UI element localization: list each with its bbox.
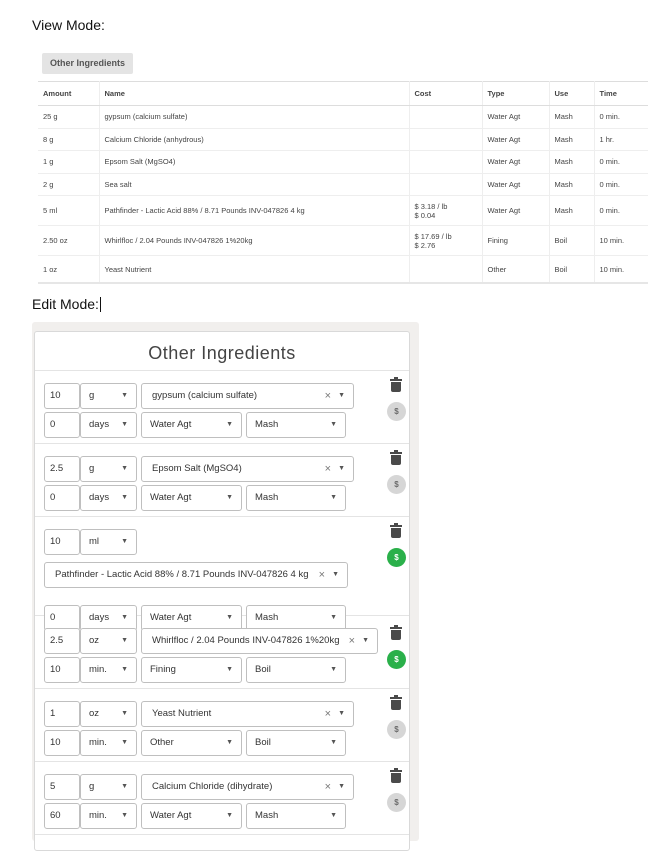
cell-cost	[409, 196, 482, 226]
amount-input[interactable]	[44, 456, 80, 482]
edit-rows	[35, 371, 409, 835]
trash-bin	[391, 455, 401, 465]
unit-select[interactable]	[80, 774, 137, 800]
caret-down-icon: ▼	[121, 614, 128, 621]
caret-down-icon: ▼	[338, 783, 345, 790]
cell-time: 10 min.	[594, 256, 648, 283]
ingredient-row	[35, 371, 409, 444]
use-select[interactable]	[246, 730, 346, 756]
caret-down-icon: ▼	[121, 783, 128, 790]
cell-cost	[409, 256, 482, 283]
trash-lid	[390, 627, 402, 629]
caret-down-icon: ▼	[330, 812, 337, 819]
cell-use: Mash	[549, 196, 594, 226]
type-select-value: Water Agt	[150, 492, 192, 503]
caret-down-icon: ▼	[121, 392, 128, 399]
cell-cost	[409, 151, 482, 174]
cell-name[interactable]: Epsom Salt (MgSO4)	[99, 151, 409, 174]
clear-x-icon[interactable]: ×	[318, 569, 325, 581]
unit-select-value: g	[89, 781, 95, 792]
amount-input-value: 10	[50, 536, 61, 547]
time-unit-select-value: days	[89, 419, 110, 430]
amount-input[interactable]	[44, 774, 80, 800]
unit-select-value: g	[89, 390, 95, 401]
caret-down-icon: ▼	[121, 739, 128, 746]
type-select-value: Other	[150, 737, 174, 748]
time-unit-select-value: min.	[89, 737, 107, 748]
cell-cost	[409, 173, 482, 196]
use-select[interactable]	[246, 657, 346, 683]
caret-down-icon: ▼	[121, 710, 128, 717]
caret-down-icon: ▼	[121, 421, 128, 428]
caret-down-icon: ▼	[330, 614, 337, 621]
cell-amount: 2 g	[38, 173, 99, 196]
cell-type: Water Agt	[482, 173, 549, 196]
ingredient-select-value: Yeast Nutrient	[152, 708, 212, 719]
caret-down-icon: ▼	[338, 392, 345, 399]
type-select-value: Fining	[150, 664, 176, 675]
clear-x-icon[interactable]: ×	[324, 390, 331, 402]
caret-down-icon: ▼	[226, 739, 233, 746]
caret-down-icon: ▼	[338, 465, 345, 472]
cell-name[interactable]: Pathfinder - Lactic Acid 88% / 8.71 Pounds INV-047826 4 kg	[99, 196, 409, 226]
use-select-value: Boil	[255, 737, 271, 748]
type-select[interactable]	[141, 485, 242, 511]
trash-lid	[390, 525, 402, 527]
cell-amount: 1 oz	[38, 256, 99, 283]
use-select-value: Mash	[255, 419, 279, 430]
ingredient-select[interactable]	[141, 774, 354, 800]
edit-card-title: Other Ingredients	[35, 332, 409, 371]
table-row	[38, 151, 648, 174]
ingredient-select[interactable]	[141, 628, 378, 654]
time-unit-select[interactable]	[80, 803, 137, 829]
use-select-value: Mash	[255, 810, 279, 821]
ingredient-select-value: Calcium Chloride (dihydrate)	[152, 781, 273, 792]
cell-use: Mash	[549, 173, 594, 196]
trash-lid	[390, 770, 402, 772]
time-input-value: 60	[50, 810, 61, 821]
col-use: Use	[549, 82, 594, 106]
ingredient-row	[35, 444, 409, 517]
edit-card	[34, 331, 410, 851]
use-select-value: Mash	[255, 492, 279, 503]
other-ingredients-tab[interactable]: Other Ingredients	[42, 53, 133, 74]
use-select[interactable]	[246, 803, 346, 829]
type-select[interactable]	[141, 803, 242, 829]
use-select[interactable]	[246, 412, 346, 438]
clear-x-icon[interactable]: ×	[348, 635, 355, 647]
dollar-icon[interactable]: $	[387, 650, 406, 669]
trash-icon[interactable]	[390, 524, 402, 538]
cell-use: Mash	[549, 106, 594, 129]
ingredient-select[interactable]	[141, 383, 354, 409]
cell-amount: 2.50 oz	[38, 226, 99, 256]
time-input[interactable]	[44, 485, 80, 511]
caret-down-icon: ▼	[121, 465, 128, 472]
trash-lid	[390, 452, 402, 454]
amount-input[interactable]	[44, 383, 80, 409]
time-unit-select-value: min.	[89, 810, 107, 821]
ingredient-row	[35, 517, 409, 623]
clear-x-icon[interactable]: ×	[324, 708, 331, 720]
cell-type: Water Agt	[482, 196, 549, 226]
trash-bin	[391, 773, 401, 783]
time-unit-select[interactable]	[80, 485, 137, 511]
use-select-value: Boil	[255, 664, 271, 675]
text-cursor	[100, 297, 101, 312]
ingredient-row	[35, 762, 409, 835]
type-select-value: Water Agt	[150, 810, 192, 821]
time-input-value: 0	[50, 419, 56, 430]
cell-cost	[409, 226, 482, 256]
cell-time: 0 min.	[594, 106, 648, 129]
amount-input-value: 1	[50, 708, 56, 719]
amount-input-value: 2.5	[50, 635, 64, 646]
cell-name[interactable]: Yeast Nutrient	[99, 256, 409, 283]
ingredient-row	[35, 689, 409, 762]
cell-amount: 1 g	[38, 151, 99, 174]
cost-per-unit: $ 17.69 / lb	[414, 231, 452, 241]
cell-time: 0 min.	[594, 151, 648, 174]
unit-select[interactable]	[80, 529, 137, 555]
unit-select-value: g	[89, 463, 95, 474]
table-body	[38, 106, 648, 283]
caret-down-icon: ▼	[121, 637, 128, 644]
caret-down-icon: ▼	[121, 538, 128, 545]
view-mode-label: View Mode:	[32, 17, 105, 33]
amount-input[interactable]	[44, 628, 80, 654]
time-input[interactable]	[44, 730, 80, 756]
edit-mode-label	[32, 296, 101, 312]
cell-time: 0 min.	[594, 196, 648, 226]
cell-type: Water Agt	[482, 128, 549, 151]
clear-x-icon[interactable]: ×	[324, 781, 331, 793]
time-unit-select-value: days	[89, 492, 110, 503]
ingredient-select[interactable]	[141, 701, 354, 727]
cell-amount: 25 g	[38, 106, 99, 129]
dollar-icon[interactable]: $	[387, 548, 406, 567]
type-select[interactable]	[141, 730, 242, 756]
caret-down-icon: ▼	[226, 666, 233, 673]
time-unit-select-value: days	[89, 612, 110, 623]
caret-down-icon: ▼	[226, 494, 233, 501]
cell-use: Boil	[549, 226, 594, 256]
use-select-value: Mash	[255, 612, 279, 623]
ingredient-select-value: gypsum (calcium sulfate)	[152, 390, 258, 401]
caret-down-icon: ▼	[121, 812, 128, 819]
edit-panel	[32, 322, 419, 841]
cell-cost	[409, 128, 482, 151]
ingredient-select-value: Whirlfloc / 2.04 Pounds INV-047826 1%20kg	[152, 635, 340, 646]
caret-down-icon: ▼	[330, 739, 337, 746]
trash-bin	[391, 528, 401, 538]
clear-x-icon[interactable]: ×	[324, 463, 331, 475]
table-row	[38, 173, 648, 196]
edit-mode-text: Edit Mode:	[32, 296, 99, 312]
ingredient-row	[35, 616, 409, 689]
type-select[interactable]	[141, 412, 242, 438]
cell-name[interactable]: Sea salt	[99, 173, 409, 196]
cell-type: Fining	[482, 226, 549, 256]
col-time: Time	[594, 82, 648, 106]
unit-select-value: oz	[89, 708, 100, 719]
trash-icon[interactable]	[390, 451, 402, 465]
type-select-value: Water Agt	[150, 612, 192, 623]
ingredient-select-value: Pathfinder - Lactic Acid 88% / 8.71 Pounds INV-047826 4 kg	[55, 569, 309, 580]
table-header-row	[38, 82, 648, 106]
time-input[interactable]	[44, 657, 80, 683]
cell-amount: 8 g	[38, 128, 99, 151]
unit-select-value: ml	[89, 536, 100, 547]
unit-select[interactable]	[80, 383, 137, 409]
cell-name[interactable]: gypsum (calcium sulfate)	[99, 106, 409, 129]
trash-bin	[391, 630, 401, 640]
time-input-value: 0	[50, 492, 56, 503]
table-row	[38, 226, 648, 256]
cell-name[interactable]: Calcium Chloride (anhydrous)	[99, 128, 409, 151]
amount-input-value: 10	[50, 390, 61, 401]
cost-total: $ 0.04	[414, 210, 436, 220]
cost-total: $ 2.76	[414, 240, 436, 250]
other-ingredients-table	[38, 81, 648, 284]
cell-name[interactable]: Whirlfloc / 2.04 Pounds INV-047826 1%20kg	[99, 226, 409, 256]
use-select[interactable]	[246, 485, 346, 511]
unit-select[interactable]	[80, 701, 137, 727]
trash-icon[interactable]	[390, 626, 402, 640]
trash-icon[interactable]	[390, 696, 402, 710]
col-name: Name	[99, 82, 409, 106]
cell-type: Other	[482, 256, 549, 283]
amount-input-value: 2.5	[50, 463, 64, 474]
trash-lid	[390, 379, 402, 381]
time-input-value: 10	[50, 664, 61, 675]
trash-bin	[391, 382, 401, 392]
cell-amount: 5 ml	[38, 196, 99, 226]
time-input-value: 10	[50, 737, 61, 748]
time-unit-select[interactable]	[80, 657, 137, 683]
ingredient-select[interactable]	[44, 562, 348, 588]
dollar-icon[interactable]: $	[387, 720, 406, 739]
col-cost: Cost	[409, 82, 482, 106]
caret-down-icon: ▼	[330, 421, 337, 428]
caret-down-icon: ▼	[226, 614, 233, 621]
col-type: Type	[482, 82, 549, 106]
table-row	[38, 106, 648, 129]
caret-down-icon: ▼	[330, 494, 337, 501]
cell-use: Boil	[549, 256, 594, 283]
ingredient-select-value: Epsom Salt (MgSO4)	[152, 463, 242, 474]
amount-input[interactable]	[44, 701, 80, 727]
caret-down-icon: ▼	[338, 710, 345, 717]
table-row	[38, 256, 648, 283]
cost-per-unit: $ 3.18 / lb	[414, 201, 448, 211]
trash-icon[interactable]	[390, 378, 402, 392]
cell-type: Water Agt	[482, 106, 549, 129]
time-input-value: 0	[50, 612, 56, 623]
cell-time: 1 hr.	[594, 128, 648, 151]
caret-down-icon: ▼	[332, 571, 339, 578]
cell-use: Mash	[549, 128, 594, 151]
caret-down-icon: ▼	[121, 666, 128, 673]
caret-down-icon: ▼	[226, 812, 233, 819]
time-input[interactable]	[44, 803, 80, 829]
amount-input[interactable]	[44, 529, 80, 555]
ingredient-select[interactable]	[141, 456, 354, 482]
trash-icon[interactable]	[390, 769, 402, 783]
cell-time: 10 min.	[594, 226, 648, 256]
col-amount: Amount	[38, 82, 99, 106]
caret-down-icon: ▼	[330, 666, 337, 673]
trash-lid	[390, 697, 402, 699]
dollar-icon[interactable]: $	[387, 475, 406, 494]
caret-down-icon: ▼	[362, 637, 369, 644]
trash-bin	[391, 700, 401, 710]
time-unit-select-value: min.	[89, 664, 107, 675]
table-row	[38, 196, 648, 226]
dollar-icon[interactable]: $	[387, 793, 406, 812]
cell-time: 0 min.	[594, 173, 648, 196]
amount-input-value: 5	[50, 781, 56, 792]
dollar-icon[interactable]: $	[387, 402, 406, 421]
unit-select[interactable]	[80, 456, 137, 482]
cell-type: Water Agt	[482, 151, 549, 174]
time-unit-select[interactable]	[80, 412, 137, 438]
type-select[interactable]	[141, 657, 242, 683]
cell-use: Mash	[549, 151, 594, 174]
unit-select[interactable]	[80, 628, 137, 654]
caret-down-icon: ▼	[226, 421, 233, 428]
time-input[interactable]	[44, 412, 80, 438]
table-row	[38, 128, 648, 151]
caret-down-icon: ▼	[121, 494, 128, 501]
type-select-value: Water Agt	[150, 419, 192, 430]
time-unit-select[interactable]	[80, 730, 137, 756]
cell-cost	[409, 106, 482, 129]
unit-select-value: oz	[89, 635, 100, 646]
